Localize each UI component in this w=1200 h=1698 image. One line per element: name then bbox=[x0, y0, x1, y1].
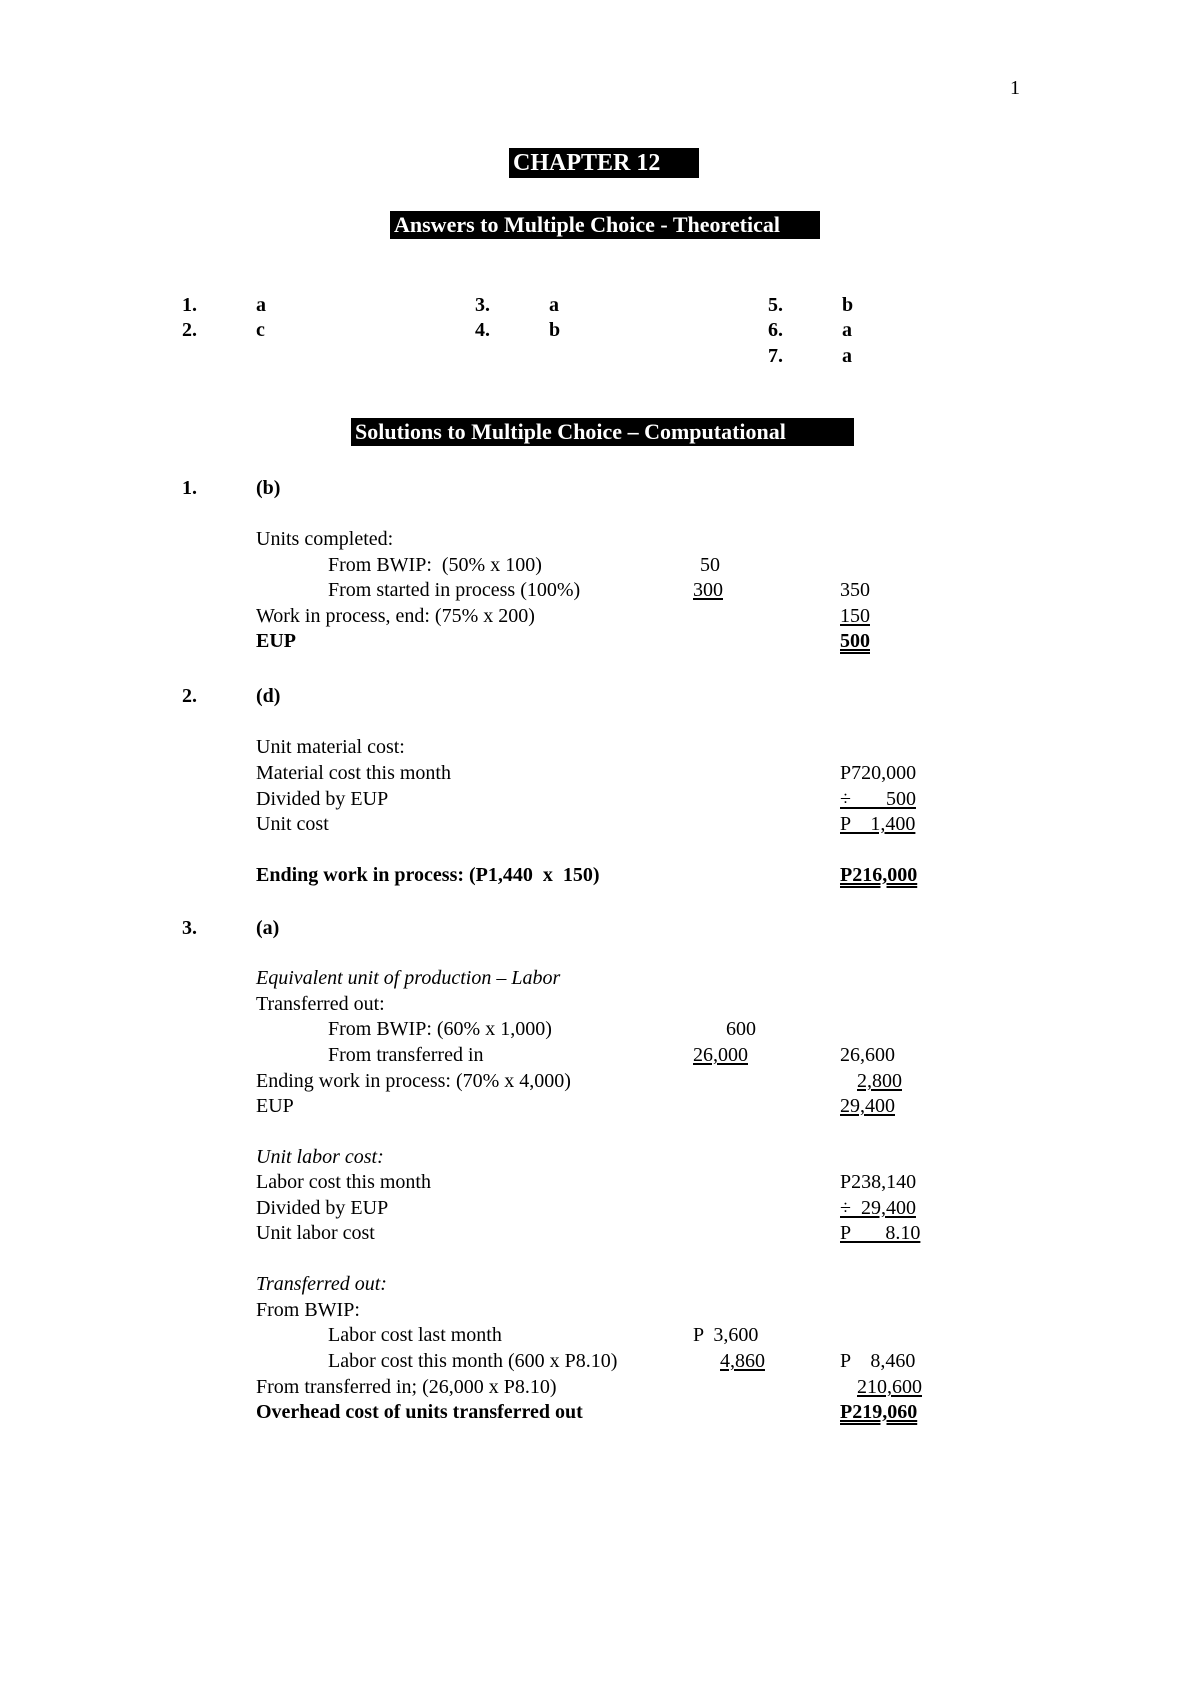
line-total: ÷ 500 bbox=[840, 788, 916, 810]
line-label: From transferred in; (26,000 x P8.10) bbox=[256, 1376, 557, 1398]
line-total: P 8.10 bbox=[840, 1222, 921, 1244]
line-value: 300 bbox=[693, 579, 723, 601]
line-total: 29,400 bbox=[840, 1095, 895, 1117]
problem-answer: (d) bbox=[256, 685, 281, 707]
line-label: Labor cost this month bbox=[256, 1171, 431, 1193]
problem-number: 1. bbox=[182, 477, 197, 499]
line-total: P 1,400 bbox=[840, 813, 916, 835]
line-label: From started in process (100%) bbox=[328, 579, 581, 601]
line-label: Overhead cost of units transferred out bbox=[256, 1401, 583, 1423]
answer-letter: b bbox=[842, 294, 854, 316]
answer-letter: c bbox=[256, 319, 265, 341]
line-total: P216,000 bbox=[840, 864, 918, 886]
line-value: P 3,600 bbox=[693, 1324, 759, 1346]
answer-number: 5. bbox=[768, 294, 783, 316]
section-label: Transferred out: bbox=[256, 1273, 387, 1295]
line-total: 2,800 bbox=[857, 1070, 902, 1092]
line-label: Unit labor cost bbox=[256, 1222, 375, 1244]
chapter-title: CHAPTER 12 bbox=[509, 148, 699, 178]
line-value: 4,860 bbox=[720, 1350, 765, 1372]
line-value: 50 bbox=[700, 554, 720, 576]
line-total: 150 bbox=[840, 605, 870, 627]
answer-letter: a bbox=[842, 319, 852, 341]
problem-answer: (b) bbox=[256, 477, 281, 499]
line-label: EUP bbox=[256, 1095, 294, 1117]
computational-heading: Solutions to Multiple Choice – Computational bbox=[351, 418, 854, 446]
line-label: Ending work in process: (70% x 4,000) bbox=[256, 1070, 571, 1092]
line-total: P238,140 bbox=[840, 1171, 917, 1193]
line-total: 210,600 bbox=[857, 1376, 922, 1398]
answer-number: 6. bbox=[768, 319, 783, 341]
answer-letter: a bbox=[842, 345, 852, 367]
theoretical-heading: Answers to Multiple Choice - Theoretical bbox=[390, 211, 820, 239]
line-total: 500 bbox=[840, 630, 870, 652]
line-label: Labor cost this month (600 x P8.10) bbox=[328, 1350, 618, 1372]
line-label: Labor cost last month bbox=[328, 1324, 502, 1346]
line-label: Transferred out: bbox=[256, 993, 385, 1015]
line-label: From BWIP: (50% x 100) bbox=[328, 554, 542, 576]
line-label: Work in process, end: (75% x 200) bbox=[256, 605, 535, 627]
answer-number: 4. bbox=[475, 319, 490, 341]
line-total: 350 bbox=[840, 579, 870, 601]
answer-number: 3. bbox=[475, 294, 490, 316]
section-label: Unit labor cost: bbox=[256, 1146, 384, 1168]
line-label: From BWIP: (60% x 1,000) bbox=[328, 1018, 552, 1040]
line-label: Divided by EUP bbox=[256, 788, 389, 810]
answer-number: 2. bbox=[182, 319, 197, 341]
line-total: ÷ 29,400 bbox=[840, 1197, 916, 1219]
answer-letter: a bbox=[549, 294, 559, 316]
line-total: 26,600 bbox=[840, 1044, 895, 1066]
line-label: Material cost this month bbox=[256, 762, 451, 784]
answer-number: 1. bbox=[182, 294, 197, 316]
line-label: Unit material cost: bbox=[256, 736, 405, 758]
answer-letter: b bbox=[549, 319, 561, 341]
line-label: Ending work in process: (P1,440 x 150) bbox=[256, 864, 600, 886]
line-value: 600 bbox=[726, 1018, 756, 1040]
line-total: P720,000 bbox=[840, 762, 917, 784]
problem-number: 3. bbox=[182, 917, 197, 939]
page-number: 1 bbox=[1010, 77, 1020, 99]
line-total: P 8,460 bbox=[840, 1350, 916, 1372]
answer-letter: a bbox=[256, 294, 266, 316]
problem-answer: (a) bbox=[256, 917, 280, 939]
answer-number: 7. bbox=[768, 345, 783, 367]
line-total: P219,060 bbox=[840, 1401, 918, 1423]
line-value: 26,000 bbox=[693, 1044, 748, 1066]
line-label: Units completed: bbox=[256, 528, 394, 550]
problem-number: 2. bbox=[182, 685, 197, 707]
line-label: Divided by EUP bbox=[256, 1197, 389, 1219]
line-label: From transferred in bbox=[328, 1044, 484, 1066]
section-label: Equivalent unit of production – Labor bbox=[256, 967, 561, 989]
line-label: From BWIP: bbox=[256, 1299, 360, 1321]
line-label: EUP bbox=[256, 630, 296, 652]
line-label: Unit cost bbox=[256, 813, 329, 835]
